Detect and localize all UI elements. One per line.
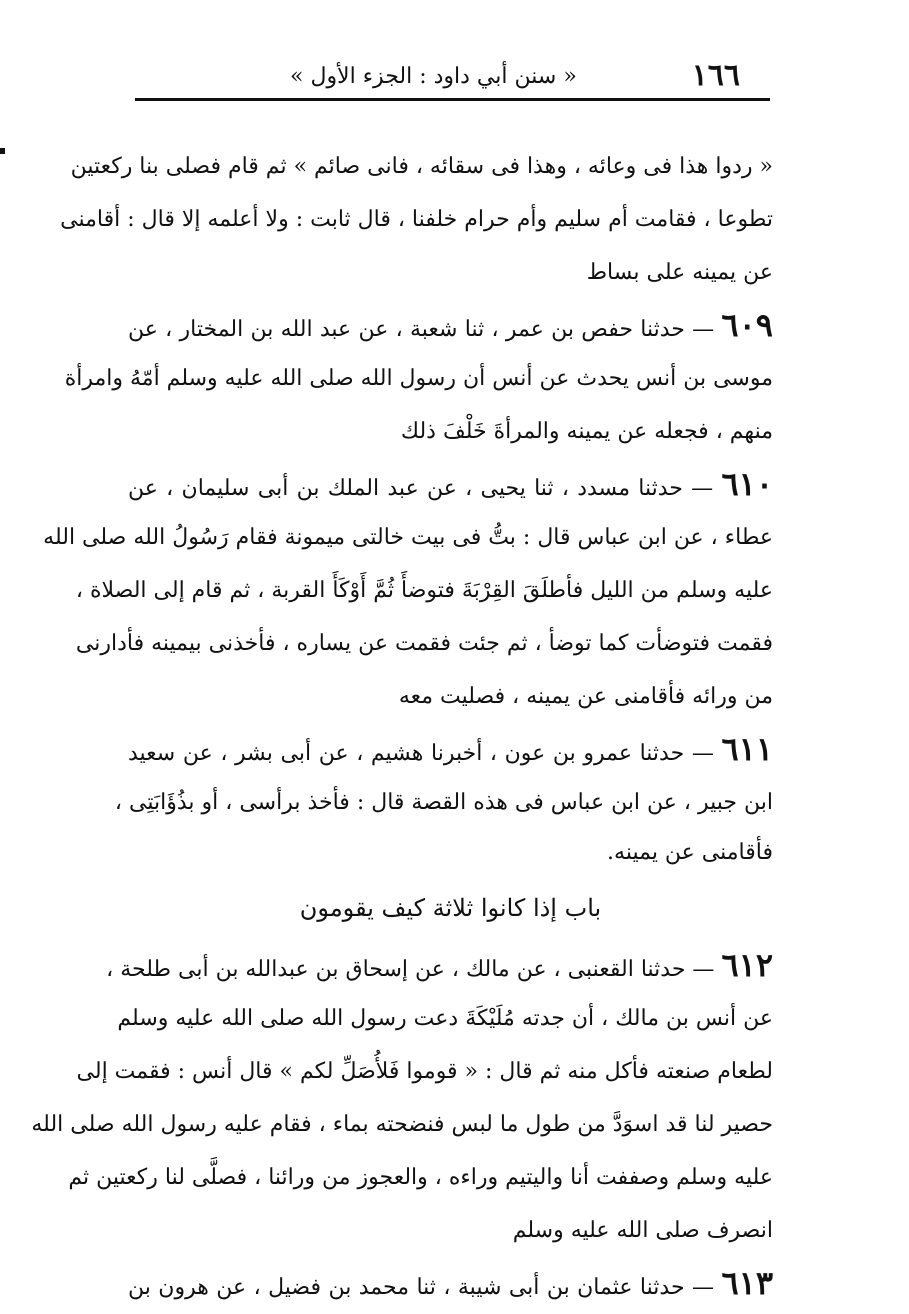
page-number: ١٦٦ [691,58,740,93]
text-line: من ورائه فأقامنى عن يمينه ، فصليت معه [398,684,773,709]
margin-mark [0,148,5,154]
hadith-first-line [128,723,773,776]
hadith-opening: — حدثنا عمرو بن عون ، أخبرنا هشيم ، عن أبى بشر ، عن سعيد [128,741,714,766]
text-line: منهم ، فجعله عن يمينه والمرأةَ خَلْفَ ذلك [400,419,773,444]
header-rule [135,98,770,101]
text-line: فقمت فتوضأت كما توضأ ، ثم جئت فقمت عن يساره ، فأخذنى بيمينه فأدارنى [75,631,773,656]
text-line: حصير لنا قد اسوَدَّ من طول ما لبس فنضحته بماء ، فقام عليه رسول الله صلى الله [31,1112,773,1137]
hadith-opening: — حدثنا حفص بن عمر ، ثنا شعبة ، عن عبد الله بن المختار ، عن [128,317,715,342]
text-line: عن يمينه على بساط [586,260,773,285]
text-line: « ردوا هذا فى وعائه ، وهذا فى سقائه ، فانى صائم » ثم قام فصلى بنا ركعتين [70,154,773,179]
page-body [31,140,773,1310]
text-line: عليه وسلم من الليل فأطلَقَ القِرْبَةَ فتوضأَ ثُمَّ أَوْكَأَ القربة ، ثم قام إلى الصلاة ، [75,578,773,603]
text-line: موسى بن أنس يحدث عن أنس أن رسول الله صلى الله عليه وسلم أمّهُ وامرأة [64,366,773,391]
chapter-heading: باب إذا كانوا ثلاثة كيف يقومون [299,894,602,922]
hadith-opening: — حدثنا القعنبى ، عن مالك ، عن إسحاق بن عبدالله بن أبى طلحة ، [106,957,715,982]
running-title: « سنن أبي داود : الجزء الأول » [290,64,577,89]
hadith-first-line [128,1257,773,1310]
text-line: لطعام صنعته فأكل منه ثم قال : « قوموا فَلأُصَلِّ لكم » قال أنس : فقمت إلى [76,1059,773,1084]
hadith-opening: — حدثنا عثمان بن أبى شيبة ، ثنا محمد بن فضيل ، عن هرون بن [128,1275,714,1300]
hadith-number: ٦١٠ [721,465,773,503]
hadith-number: ٦١٣ [721,1264,773,1302]
text-line: ابن جبير ، عن ابن عباس فى هذه القصة قال : فأخذ برأسى ، أو بذُؤَابَتِى ، [114,790,773,815]
text-line: عطاء ، عن ابن عباس قال : بتُّ فى بيت خالتى ميمونة فقام رَسُولُ الله صلى الله [43,525,773,550]
text-line: انصرف صلى الله عليه وسلم [512,1218,773,1243]
hadith-first-line [128,299,773,352]
hadith-number: ٦٠٩ [721,306,773,344]
text-line: فأقامنى عن يمينه. [607,840,773,865]
hadith-number: ٦١١ [721,730,773,768]
hadith-opening: — حدثنا مسدد ، ثنا يحيى ، عن عبد الملك بن أبى سليمان ، عن [128,476,714,501]
text-line: عن أنس بن مالك ، أن جدته مُلَيْكَةَ دعت رسول الله صلى الله عليه وسلم [117,1006,773,1031]
hadith-number: ٦١٢ [721,946,773,984]
text-line: عليه وسلم وصففت أنا واليتيم وراءه ، والعجوز من ورائنا ، فصلَّى لنا ركعتين ثم [68,1165,773,1190]
page-header [135,58,770,98]
hadith-first-line [106,939,773,992]
hadith-first-line [128,458,773,511]
text-line: تطوعا ، فقامت أم سليم وأم حرام خلفنا ، قال ثابت : ولا أعلمه إلا قال : أقامنى [60,207,773,232]
